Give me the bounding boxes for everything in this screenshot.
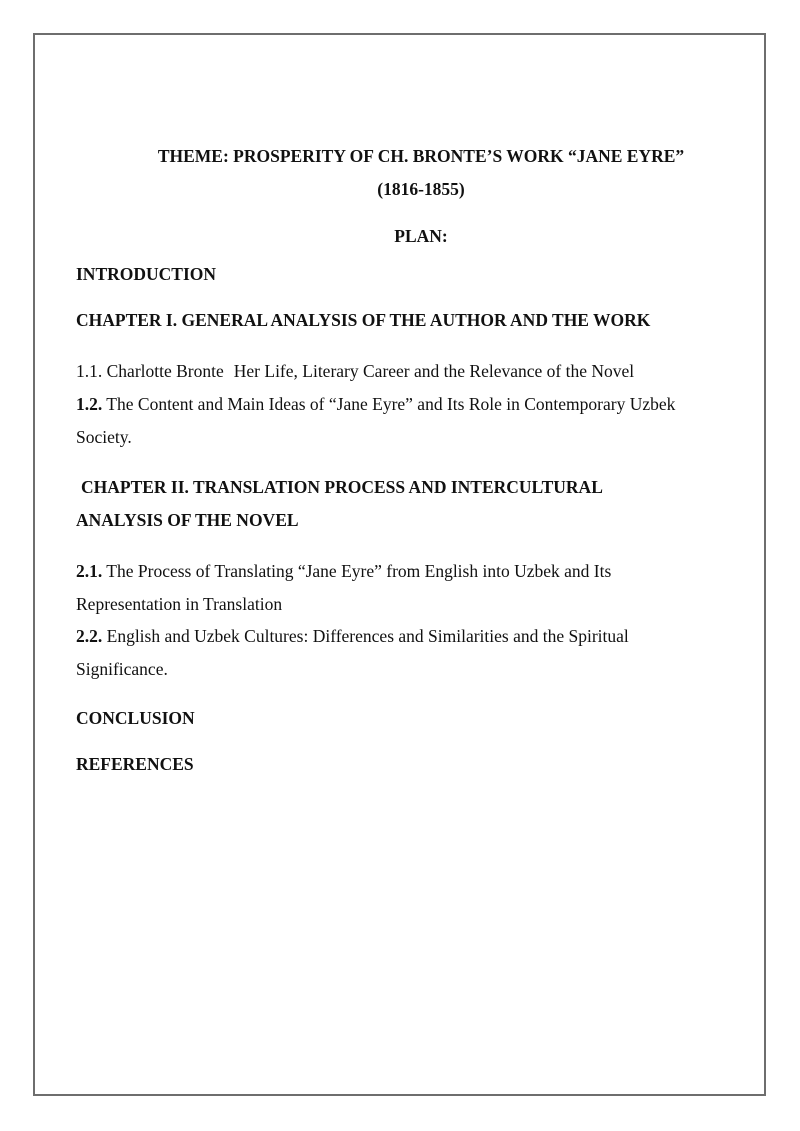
section-2-1-text1: The Process of Translating “Jane Eyre” from English into Uzbek and Its bbox=[102, 561, 612, 581]
section-1-2-line1 bbox=[76, 388, 736, 421]
section-2-2-line1 bbox=[76, 620, 736, 653]
section-2-2-line2: Significance. bbox=[76, 659, 168, 679]
section-1-1-line bbox=[76, 355, 634, 388]
section-1-1-subtitle: Her Life, Literary Career and the Relevance of the Novel bbox=[233, 361, 635, 381]
section-2-1-line1 bbox=[76, 555, 736, 588]
introduction-heading: INTRODUCTION bbox=[76, 264, 217, 284]
chapter1-heading: CHAPTER I. GENERAL ANALYSIS OF THE AUTHOR AND THE WORK bbox=[76, 310, 651, 330]
chapter2-heading-line2: ANALYSIS OF THE NOVEL bbox=[76, 510, 299, 530]
section-1-1 bbox=[76, 355, 634, 388]
conclusion-heading: CONCLUSION bbox=[76, 708, 195, 728]
section-1-2-text1: The Content and Main Ideas of “Jane Eyre” and Its Role in Contemporary Uzbek bbox=[102, 394, 676, 414]
section-2-1 bbox=[76, 555, 736, 621]
section-1-2-line2: Society. bbox=[76, 427, 132, 447]
section-1-2-number: 1.2. bbox=[76, 394, 103, 414]
section-2-2-text1: English and Uzbek Cultures: Differences and Similarities and the Spiritual bbox=[102, 626, 629, 646]
chapter2-heading-line1: CHAPTER II. TRANSLATION PROCESS AND INTERCULTURAL bbox=[81, 477, 603, 497]
section-1-2 bbox=[76, 388, 736, 454]
section-2-1-line2: Representation in Translation bbox=[76, 594, 283, 614]
plan-heading: PLAN: bbox=[394, 226, 448, 246]
section-2-1-number: 2.1. bbox=[76, 561, 103, 581]
section-2-2-number: 2.2. bbox=[76, 626, 103, 646]
section-2-2 bbox=[76, 620, 736, 686]
section-1-1-title: 1.1. Charlotte Bronte bbox=[76, 361, 224, 381]
theme-title: THEME: PROSPERITY OF CH. BRONTE’S WORK “JANE EYRE” bbox=[157, 146, 685, 166]
chapter2-heading bbox=[76, 471, 736, 537]
references-heading: REFERENCES bbox=[76, 754, 194, 774]
theme-years: (1816-1855) bbox=[377, 179, 465, 199]
